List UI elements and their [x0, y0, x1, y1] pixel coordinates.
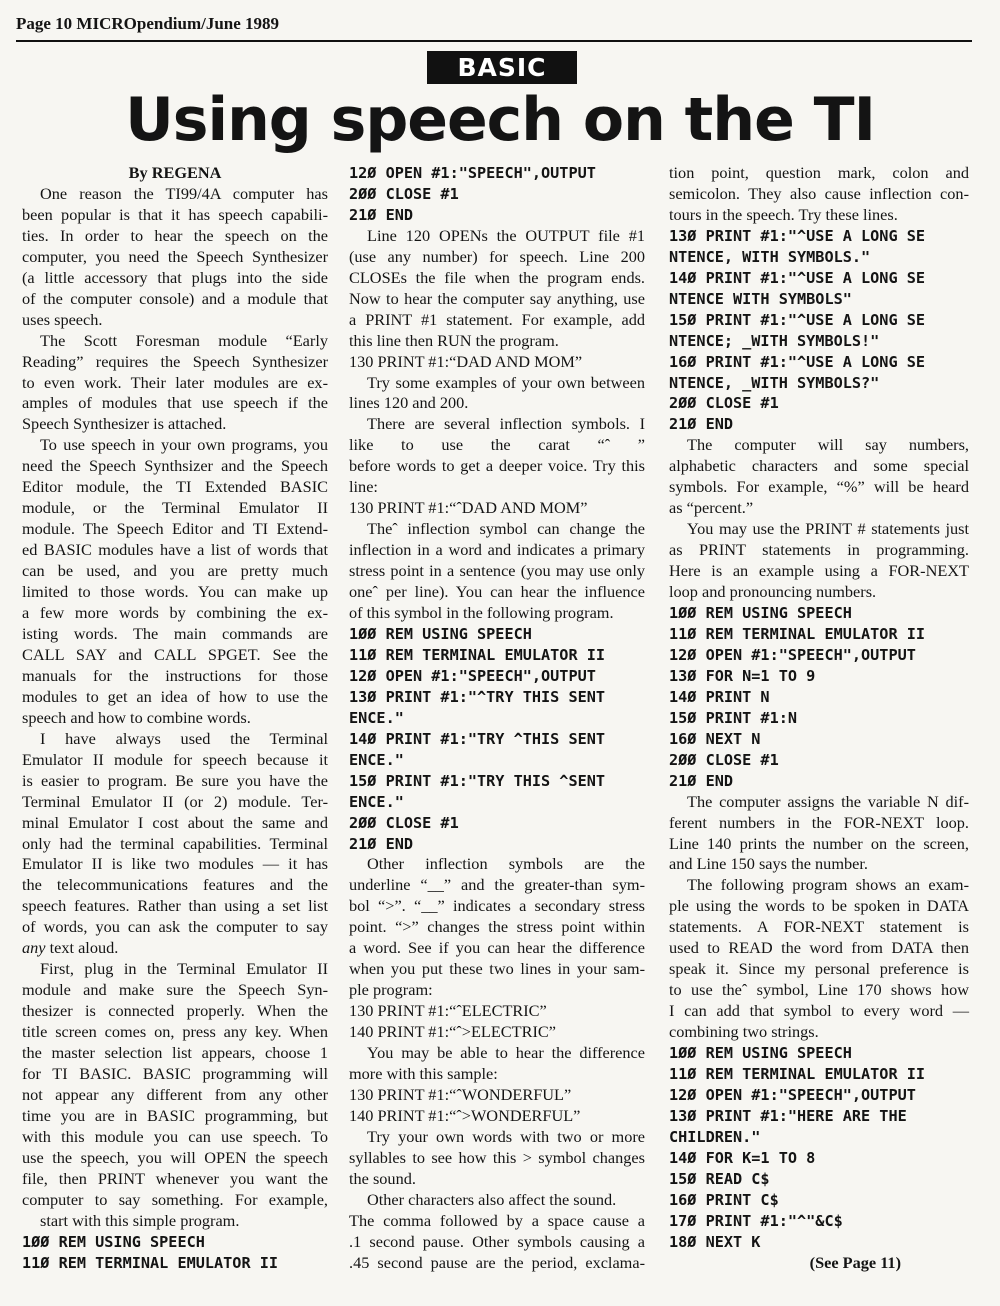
text-line: CLOSEs the file when the program ends. [349, 267, 645, 287]
code-line: 2ØØ CLOSE #1 [669, 750, 779, 769]
text-line: isting words. The main commands are [22, 623, 328, 643]
text-line: the master selection list appears, choose 1 [22, 1043, 328, 1063]
code-line: NTENCE, _WITH SYMBOLS?" [669, 373, 880, 392]
text-line: been popular is that it has speech capabili- [22, 204, 328, 224]
text-line: speech and how to combine words. [22, 707, 251, 727]
code-line: 18Ø NEXT K [669, 1232, 761, 1251]
text-line: ple using the words to be spoken in DATA [669, 896, 969, 916]
section-kicker: BASIC [427, 51, 577, 84]
text-line: title screen comes on, press any key. When [22, 1022, 328, 1042]
text-line: Try some examples of your own between [367, 372, 645, 392]
code-line: NTENCE; _WITH SYMBOLS!" [669, 331, 880, 350]
text-line: a word. See if you can hear the difference [349, 938, 645, 958]
text-line: Try your own words with two or more [367, 1126, 645, 1146]
text-line: to even work. Their later modules are ex- [22, 372, 328, 392]
text-line: The computer assigns the variable N dif- [687, 791, 969, 811]
code-line: 15Ø PRINT #1:N [669, 708, 798, 727]
text-line: manuals for the instructions for those [22, 665, 328, 685]
text-line: with this module you can use speech. To [22, 1126, 328, 1146]
code-line: 21Ø END [349, 205, 414, 224]
code-line: 12Ø OPEN #1:"SPEECH",OUTPUT [349, 164, 596, 182]
text-line: can be used, and you are pretty much [22, 561, 328, 581]
text-line: First, plug in the Terminal Emulator II [40, 959, 328, 979]
text-line: need the Speech Synthsizer and the Speech [22, 456, 328, 476]
text-line: only had the terminal capabilities. Terminal [22, 833, 328, 853]
code-line: 1ØØ REM USING SPEECH [349, 624, 532, 643]
text-line: Speech Synthesizer is attached. [22, 414, 227, 434]
text-line: 140 PRINT #1:“ˆ>WONDERFUL” [349, 1105, 581, 1125]
text-line: underline “__” and the greater-than sym- [349, 875, 645, 895]
text-line: for TI BASIC. BASIC programming will [22, 1063, 328, 1083]
code-line: 13Ø PRINT #1:"^TRY THIS SENT [349, 687, 606, 706]
code-line: 2ØØ CLOSE #1 [349, 813, 459, 832]
text-line: Line 140 prints the number on the screen, [669, 833, 969, 853]
text-line: 130 PRINT #1:“ˆDAD AND MOM” [349, 498, 588, 518]
text-line: Theˆ inflection symbol can change the [367, 519, 645, 539]
text-line: symbols. For example, “%” will be heard [669, 477, 969, 497]
text-line: when you put these two lines in your sam- [349, 959, 645, 979]
code-line: 12Ø OPEN #1:"SPEECH",OUTPUT [349, 666, 596, 685]
code-line: 13Ø FOR N=1 TO 9 [669, 666, 816, 685]
text-line: ple program: [349, 980, 433, 1000]
code-line: ENCE." [349, 750, 404, 769]
text-line: The following program shows an exam- [687, 875, 969, 895]
text-line: You may use the PRINT # statements just [687, 519, 969, 539]
text-line: CALL SAY and CALL SPGET. See the [22, 644, 328, 664]
text-line: speak it. Since my personal preference is [669, 959, 969, 979]
text-line: a PRINT #1 statement. For example, add [349, 309, 645, 329]
code-line: 14Ø PRINT #1:"^USE A LONG SE [669, 268, 926, 287]
text-line: loop and pronouncing numbers. [669, 582, 877, 602]
text-line: amples of modules that use speech if the [22, 393, 328, 413]
article-title: Using speech on the TI [125, 85, 875, 155]
code-line: 16Ø NEXT N [669, 729, 761, 748]
header-rule [16, 40, 972, 42]
column-2 [349, 163, 645, 1274]
text-line: You may be able to hear the difference [367, 1043, 645, 1063]
text-line: Emulator II module for speech because it [22, 749, 328, 769]
text-line: I have always used the Terminal [40, 728, 328, 748]
text-line: uses speech. [22, 309, 103, 329]
text-line: (use any number) for speech. Line 200 [349, 246, 645, 266]
text-line: as “percent.” [669, 498, 754, 518]
code-line: NTENCE, WITH SYMBOLS." [669, 247, 871, 266]
code-line: 21Ø END [669, 415, 734, 434]
code-line: 1ØØ REM USING SPEECH [669, 604, 852, 623]
text-line: ties. In order to hear the speech on the [22, 225, 328, 245]
text-line: not appear any different from any other [22, 1084, 328, 1104]
code-line: 16Ø PRINT C$ [669, 1190, 779, 1209]
text-line: line: [349, 477, 378, 497]
text-line: tours in the speech. Try these lines. [669, 204, 898, 224]
text-line: start with this simple program. [40, 1210, 240, 1230]
text-line: Here is an example using a FOR-NEXT [669, 561, 969, 581]
text-line: The computer will say numbers, [687, 435, 969, 455]
code-line: 1ØØ REM USING SPEECH [669, 1044, 852, 1063]
text-line: used to READ the word from DATA then [669, 938, 969, 958]
text-line: (a little accessory that plugs into the side [22, 267, 328, 287]
text-line: this line then RUN the program. [349, 330, 559, 350]
code-line: 13Ø PRINT #1:"HERE ARE THE [669, 1106, 907, 1125]
text-line: Line 120 OPENs the OUTPUT file #1 [367, 225, 645, 245]
text-line: Now to hear the computer say anything, use [349, 288, 645, 308]
text-line: and Line 150 says the number. [669, 854, 868, 874]
text-line: module, or the Terminal Emulator II [22, 498, 328, 518]
text-line: Editor module, the TI Extended BASIC [22, 477, 328, 497]
text-line: I can add that symbol to every word — [669, 1001, 969, 1021]
text-line: the sound. [349, 1168, 416, 1188]
emphasis: any [22, 938, 46, 958]
code-line: 15Ø READ C$ [669, 1169, 770, 1188]
column-1 [22, 163, 328, 1274]
code-line: 11Ø REM TERMINAL EMULATOR II [22, 1253, 279, 1272]
text-line: tion point, question mark, colon and [669, 163, 969, 182]
text-line: minal Emulator I cost about the same and [22, 812, 328, 832]
text-line: before words to get a deeper voice. Try this [349, 456, 645, 476]
text-line: module and make sure the Speech Syn- [22, 980, 328, 1000]
text-line: the telecommunications features and the [22, 875, 328, 895]
code-line: 15Ø PRINT #1:"^USE A LONG SE [669, 310, 926, 329]
text-line: One reason the TI99/4A computer has [40, 183, 328, 203]
text-line: of this symbol in the following program. [349, 603, 614, 623]
text-line: is easier to program. Be sure you have the [22, 770, 328, 790]
code-line: 21Ø END [669, 771, 734, 790]
text-line: lines 120 and 200. [349, 393, 469, 413]
text-line: Emulator II is like two modules — it has [22, 854, 328, 874]
text-line: thesizer is connected properly. When the [22, 1001, 328, 1021]
text-line: .45 second pause are the period, exclama- [349, 1252, 645, 1272]
text-line: modules to get an idea of how to use the [22, 686, 328, 706]
text-line: 140 PRINT #1:“ˆ>ELECTRIC” [349, 1022, 556, 1042]
code-line: 12Ø OPEN #1:"SPEECH",OUTPUT [669, 645, 916, 664]
code-line: ENCE." [349, 792, 404, 811]
code-line: 17Ø PRINT #1:"^"&C$ [669, 1211, 843, 1230]
text-line: ferent numbers in the FOR-NEXT loop. [669, 812, 969, 832]
code-line: 16Ø PRINT #1:"^USE A LONG SE [669, 352, 926, 371]
text-line: of words, you can ask the computer to say [22, 917, 328, 937]
code-line: NTENCE WITH SYMBOLS" [669, 289, 852, 308]
text-line: Other characters also affect the sound. [367, 1189, 617, 1209]
code-line: 14Ø FOR K=1 TO 8 [669, 1148, 816, 1167]
code-line: 1ØØ REM USING SPEECH [22, 1232, 205, 1251]
code-line: 11Ø REM TERMINAL EMULATOR II [669, 1064, 926, 1083]
text-line: Other inflection symbols are the [367, 854, 645, 874]
text-line: oneˆ per line). You can hear the influence [349, 582, 645, 602]
text-line: computer to say something. For example, [22, 1189, 328, 1209]
text-line: speech features. Rather than using a set list [22, 896, 328, 916]
text-line: ed BASIC modules have a list of words that [22, 540, 328, 560]
text-line: like to use the carat “ˆ ” [349, 435, 645, 455]
text-line: The Scott Foresman module “Early [40, 330, 328, 350]
text-line: limited to those words. You can make up [22, 582, 328, 602]
text-line: There are several inflection symbols. I [367, 414, 645, 434]
text-line: use the speech, you will OPEN the speech [22, 1147, 328, 1167]
text-line: file, then PRINT whenever you want the [22, 1168, 328, 1188]
text-line: bol “>”. “__” indicates a secondary stress [349, 896, 645, 916]
code-line: 2ØØ CLOSE #1 [669, 394, 779, 413]
column-3 [669, 163, 969, 1274]
text-line: computer, you need the Speech Synthesizer [22, 246, 328, 266]
code-line: 21Ø END [349, 834, 414, 853]
text-line: inflection in a word and indicates a primary [349, 540, 645, 560]
text-line: a few more words by combining the ex- [22, 603, 328, 623]
code-line: 13Ø PRINT #1:"^USE A LONG SE [669, 226, 926, 245]
text-line: (See Page 11) [809, 1252, 901, 1272]
text-line: 130 PRINT #1:“ˆELECTRIC” [349, 1001, 547, 1021]
text-line [22, 938, 328, 959]
text-line: The comma followed by a space cause a [349, 1210, 645, 1230]
text-line: By REGENA [128, 163, 222, 182]
text-line: 130 PRINT #1:“DAD AND MOM” [349, 351, 583, 371]
text-line: semicolon. They also cause inflection con- [669, 183, 969, 203]
text-line: time you are in BASIC programming, but [22, 1105, 328, 1125]
text-line: To use speech in your own programs, you [40, 435, 328, 455]
text-line: .1 second pause. Other symbols causing a [349, 1231, 645, 1251]
code-line: 11Ø REM TERMINAL EMULATOR II [349, 645, 606, 664]
code-line: 15Ø PRINT #1:"TRY THIS ^SENT [349, 771, 606, 790]
text-line: 130 PRINT #1:“ˆWONDERFUL” [349, 1084, 572, 1104]
text-line: more with this sample: [349, 1063, 498, 1083]
text-line: Reading” requires the Speech Synthesizer [22, 351, 328, 371]
text-line: of the computer console) and a module that [22, 288, 328, 308]
text-line: point. “>” changes the stress point within [349, 917, 645, 937]
code-line: 14Ø PRINT N [669, 687, 770, 706]
text-line: stress point in a sentence (you may use only [349, 561, 645, 581]
text-line: module. The Speech Editor and TI Extend- [22, 519, 328, 539]
code-line: 11Ø REM TERMINAL EMULATOR II [669, 624, 926, 643]
code-line: 14Ø PRINT #1:"TRY ^THIS SENT [349, 729, 606, 748]
code-line: ENCE." [349, 708, 404, 727]
code-line: CHILDREN." [669, 1127, 761, 1146]
emphasis-tail: text aloud. [45, 938, 119, 958]
text-line: syllables to see how this > symbol changes [349, 1147, 645, 1167]
text-line: to use theˆ symbol, Line 170 shows how [669, 980, 969, 1000]
text-line: alphabetic characters and some special [669, 456, 969, 476]
text-line: as PRINT statements in programming. [669, 540, 969, 560]
text-line: statements. A FOR-NEXT statement is [669, 917, 969, 937]
page-header: Page 10 MICROpendium/June 1989 [16, 14, 280, 33]
text-line: combining two strings. [669, 1022, 819, 1042]
code-line: 2ØØ CLOSE #1 [349, 184, 459, 203]
code-line: 12Ø OPEN #1:"SPEECH",OUTPUT [669, 1085, 916, 1104]
text-line: Terminal Emulator II (or 2) module. Ter- [22, 791, 328, 811]
